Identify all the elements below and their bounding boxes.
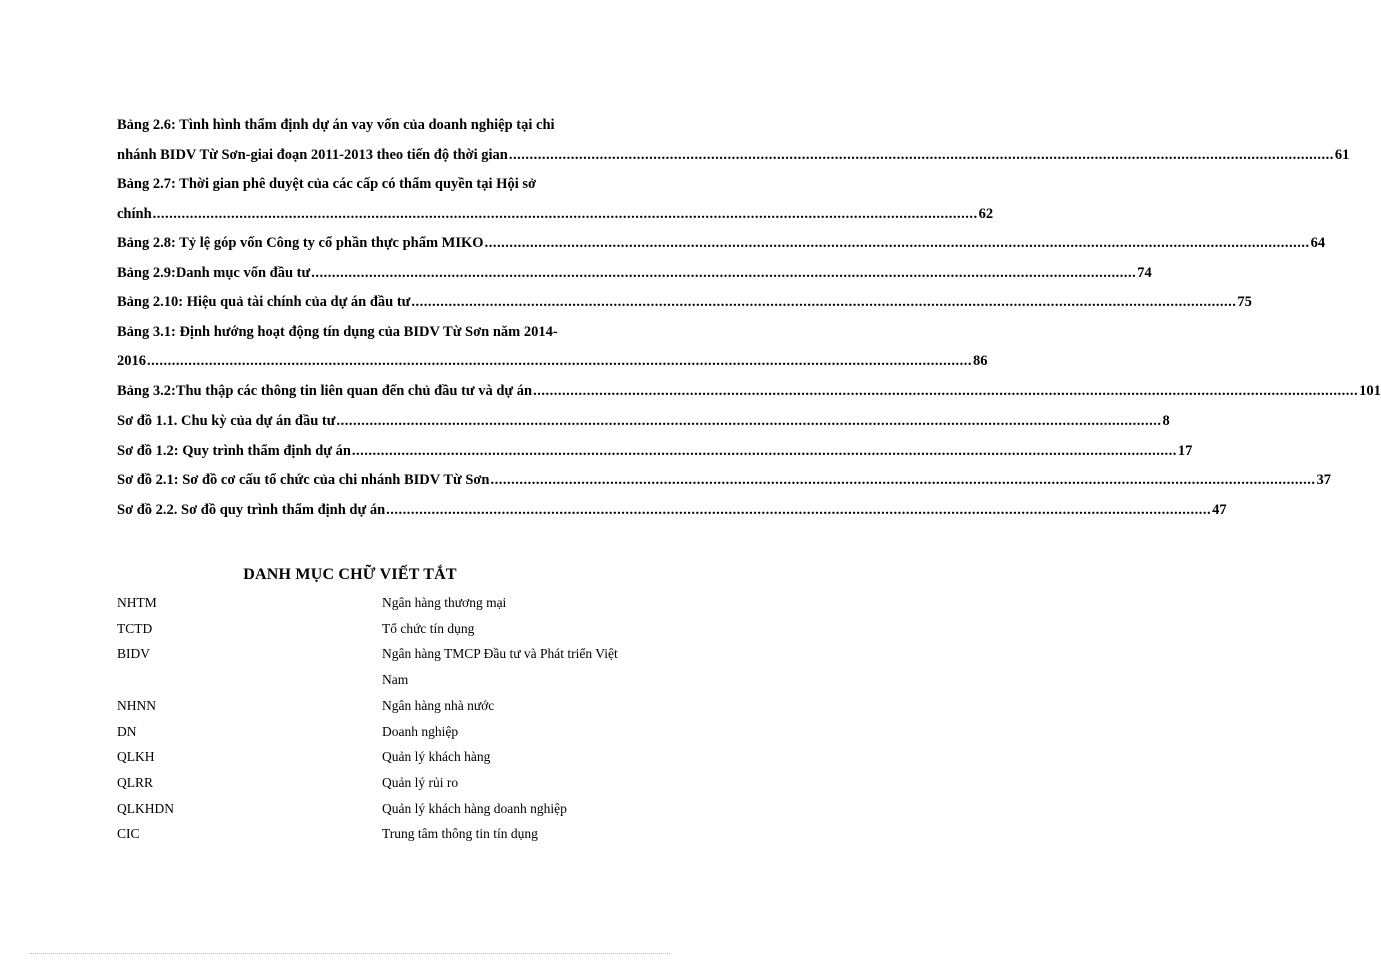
tables-toc (117, 111, 1381, 406)
abbreviation-meaning: Ngân hàng nhà nước (382, 697, 495, 713)
toc-page-number: 61 (1334, 146, 1350, 163)
toc-entry-title-line: Sơ đồ 1.1. Chu kỳ của dự án đầu tư (117, 413, 336, 429)
toc-entry[interactable] (117, 111, 1350, 170)
abbreviation-row (117, 821, 637, 847)
toc-entry[interactable] (117, 229, 1326, 259)
abbreviation-row (117, 770, 637, 796)
toc-entry-title-line: 2016 (117, 353, 146, 369)
toc-entry[interactable] (117, 377, 1381, 407)
toc-entry[interactable] (117, 170, 994, 229)
dot-leader: ........................................................................................................................................................................................................ (490, 472, 1316, 488)
abbreviation-row (117, 590, 637, 616)
toc-entry[interactable] (117, 437, 1193, 467)
abbreviation-meaning: Tổ chức tín dụng (382, 620, 475, 636)
abbreviation-meaning: Quản lý rủi ro (382, 774, 459, 790)
dot-leader: ........................................................................................................................................................................................................ (311, 264, 1137, 281)
dot-leader: ........................................................................................................................................................................................................ (484, 235, 1310, 251)
abbreviation-row (117, 616, 637, 642)
toc-entry-title-line: chính (117, 205, 152, 222)
dot-leader: ........................................................................................................................................................................................................ (411, 294, 1237, 310)
abbreviations-list (117, 590, 637, 847)
toc-entry[interactable] (117, 259, 1152, 289)
toc-page-number: 17 (1177, 442, 1193, 459)
toc-entry[interactable] (117, 318, 988, 377)
toc-entry-title-line: Bảng 2.8: Tỷ lệ góp vốn Công ty cổ phần thực phẩm MIKO (117, 235, 484, 251)
toc-entry-title-line: Bảng 2.10: Hiệu quả tài chính của dự án đầu tư (117, 294, 411, 310)
toc-entry[interactable] (117, 466, 1331, 496)
toc-entry[interactable] (117, 288, 1252, 318)
toc-entry-title-line: Sơ đồ 1.2: Quy trình thẩm định dự án (117, 442, 351, 459)
toc-entry-title-line: Bảng 2.6: Tình hình thẩm định dự án vay vốn của doanh nghiệp tại chi (117, 117, 555, 133)
abbreviation: QLKHDN (117, 800, 174, 816)
abbreviation-meaning: Doanh nghiệp (382, 723, 459, 739)
toc-entry-title-line: Bảng 3.1: Định hướng hoạt động tín dụng của BIDV Từ Sơn năm 2014- (117, 323, 558, 340)
dot-leader: ........................................................................................................................................................................................................ (147, 353, 972, 369)
abbreviation-meaning: Quản lý khách hàng (382, 749, 491, 765)
abbreviations-title: DANH MỤC CHỮ VIẾT TẮT (243, 566, 457, 583)
abbreviation: DN (117, 723, 137, 739)
abbreviation-row (117, 641, 637, 692)
toc-entry[interactable] (117, 407, 1170, 437)
dot-leader: ........................................................................................................................................................................................................ (533, 382, 1359, 399)
abbreviation-row (117, 796, 637, 822)
abbreviation-meaning: Trung tâm thông tin tín dụng (382, 826, 538, 842)
abbreviation-row (117, 693, 637, 719)
abbreviation: CIC (117, 826, 140, 842)
abbreviation: TCTD (117, 620, 153, 636)
toc-page-number: 64 (1310, 235, 1326, 251)
abbreviation-row (117, 719, 637, 745)
toc-entry-title-line: Bảng 3.2:Thu thập các thông tin liên quan đến chủ đầu tư và dự án (117, 382, 533, 399)
toc-entry-title-line: Bảng 2.9:Danh mục vốn đầu tư (117, 264, 311, 281)
toc-entry-title-line: nhánh BIDV Từ Sơn-giai đoạn 2011-2013 theo tiến độ thời gian (117, 146, 508, 163)
toc-entry-title-line: Bảng 2.7: Thời gian phê duyệt của các cấp có thẩm quyền tại Hội sở (117, 176, 537, 192)
abbreviation-meaning: Quản lý khách hàng doanh nghiệp (382, 800, 567, 816)
toc-page-number: 86 (973, 353, 988, 369)
dot-leader: ........................................................................................................................................................................................................ (336, 413, 1162, 429)
abbreviation-meaning: Ngân hàng TMCP Đầu tư và Phát triển Việt Nam (382, 646, 618, 688)
abbreviation-meaning: Ngân hàng thương mại (382, 595, 507, 610)
dot-leader: ........................................................................................................................................................................................................ (508, 146, 1334, 163)
toc-page-number: 75 (1237, 294, 1252, 310)
toc-entry[interactable] (117, 496, 1227, 526)
abbreviation: NHNN (117, 697, 156, 713)
dot-leader: ........................................................................................................................................................................................................ (351, 442, 1177, 459)
toc-page-number: 8 (1162, 413, 1170, 429)
dot-leader: ........................................................................................................................................................................................................ (152, 205, 978, 222)
toc-page-number: 101 (1359, 382, 1381, 399)
dot-leader: ........................................................................................................................................................................................................ (386, 501, 1212, 518)
toc-page-number: 47 (1212, 501, 1227, 518)
abbreviation: QLKH (117, 749, 155, 765)
abbreviation: QLRR (117, 774, 154, 790)
toc-entry-title-line: Sơ đồ 2.1: Sơ đồ cơ cấu tổ chức của chi nhánh BIDV Từ Sơn (117, 472, 490, 488)
toc-page-number: 74 (1137, 264, 1152, 281)
toc-entry-title-line: Sơ đồ 2.2. Sơ đồ quy trình thẩm định dự án (117, 501, 386, 518)
abbreviation: BIDV (117, 646, 150, 662)
toc-page-number: 62 (978, 205, 994, 222)
page-bottom-rule (30, 953, 670, 954)
diagrams-toc (117, 407, 1331, 525)
toc-page-number: 37 (1316, 472, 1331, 488)
abbreviation-row (117, 744, 637, 770)
abbreviation: NHTM (117, 595, 157, 610)
